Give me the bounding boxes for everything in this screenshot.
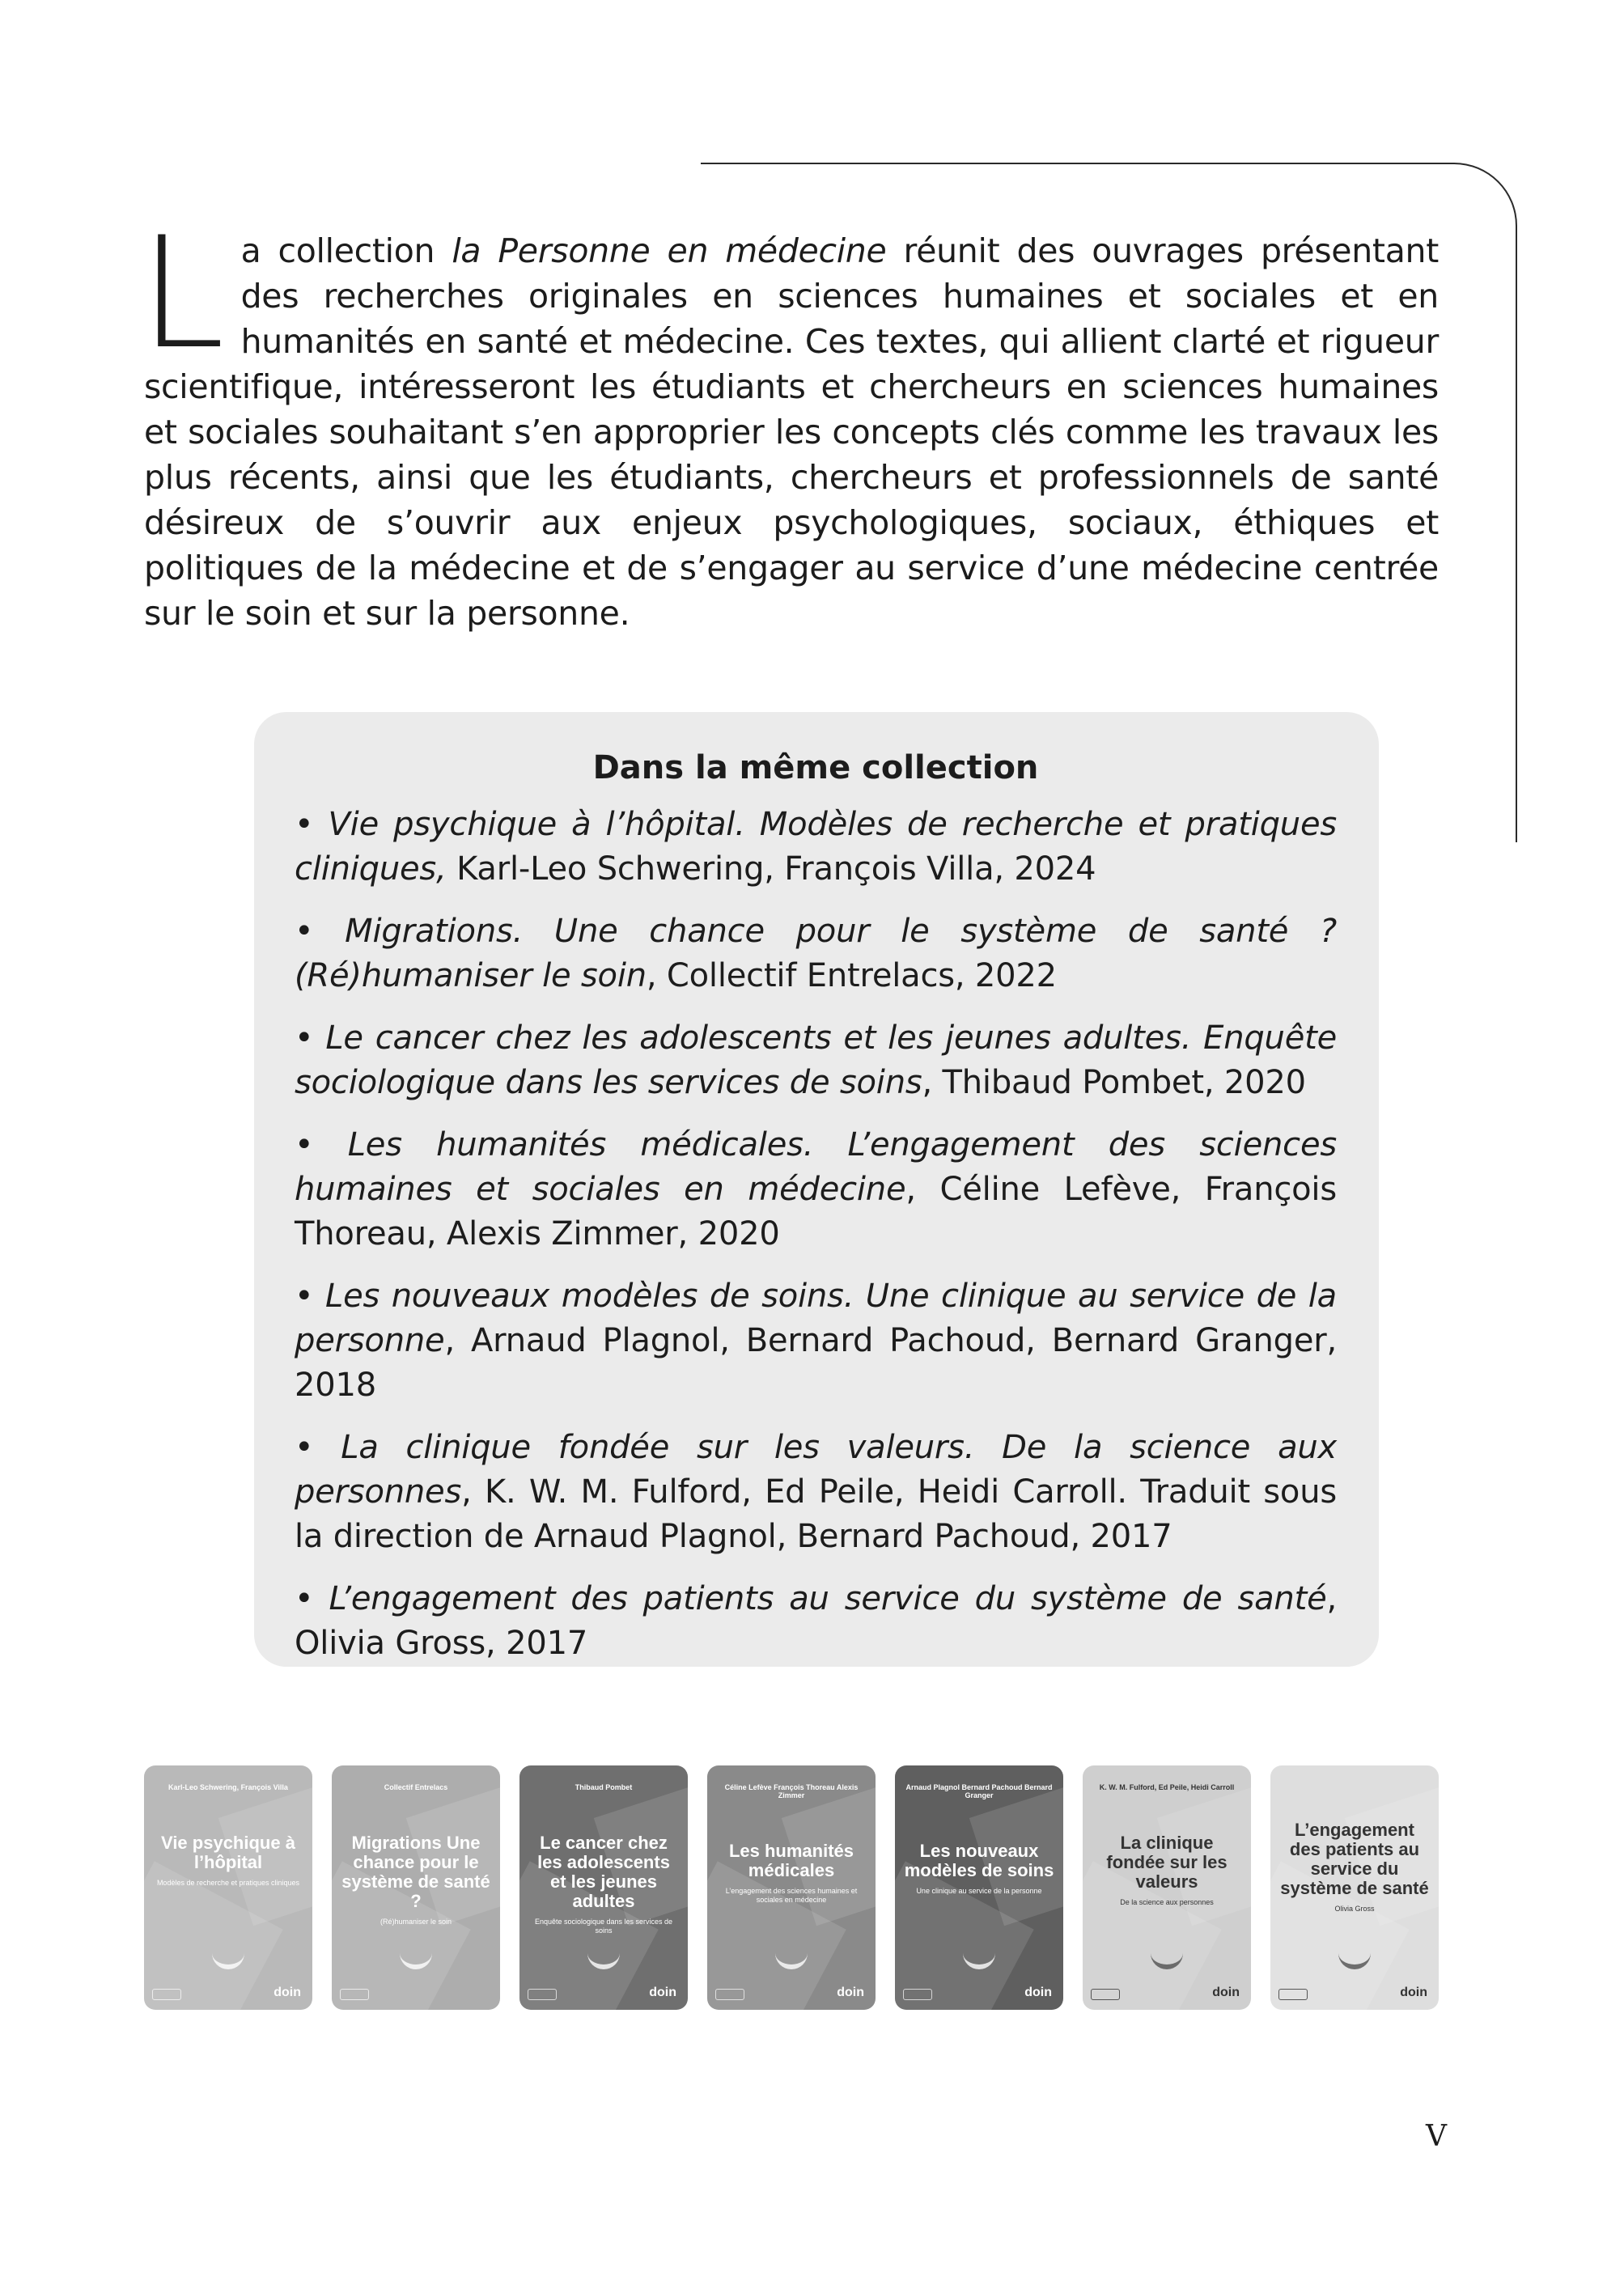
entry-details: , Arnaud Plagnol, Bernard Pachoud, Bernard Granger, 2018 <box>295 1322 1337 1404</box>
cover-subtitle: Modèles de recherche et pratiques cliniques <box>156 1879 300 1887</box>
cover-subtitle: (Ré)humaniser le soin <box>379 1918 452 1926</box>
book-cover <box>144 1765 312 2010</box>
cover-title: Vie psychique à l’hôpital <box>161 1833 295 1872</box>
cover-subtitle: De la science aux personnes <box>1120 1898 1214 1906</box>
book-cover <box>707 1765 876 2010</box>
book-cover <box>519 1765 688 2010</box>
collection-list <box>295 803 1337 1666</box>
collection-title: la Personne en médecine <box>452 231 887 270</box>
intro-paragraph <box>139 204 1439 636</box>
book-cover <box>1270 1765 1439 2010</box>
dropcap: L <box>139 204 225 383</box>
cover-title: Les nouveaux modèles de soins <box>904 1841 1054 1880</box>
book-cover <box>1083 1765 1251 2010</box>
entry-title: Vie psychique à l’hôpital. Modèles de recherche et pratiques cliniques, <box>295 806 1337 888</box>
list-item <box>295 1426 1337 1559</box>
entry-details: , Olivia Gross, 2017 <box>295 1580 1337 1662</box>
cover-subtitle: L’engagement des sciences humaines et sociales en médecine <box>725 1887 858 1904</box>
bullet: • <box>295 1126 314 1163</box>
cover-title: Les humanités médicales <box>728 1841 854 1880</box>
cover-publisher: doin <box>837 1986 864 1999</box>
list-item <box>295 1274 1337 1408</box>
cover-institution-logo-icon <box>152 1989 181 2000</box>
entry-details: , K. W. M. Fulford, Ed Peile, Heidi Carroll. Traduit sous la direction de Arnaud Plagnol, Bernard Pachoud, 2017 <box>295 1473 1337 1555</box>
collection-box-title: Dans la même collection <box>592 749 1039 786</box>
cover-institution-logo-icon <box>340 1989 369 2000</box>
cover-publisher: doin <box>1024 1986 1052 1999</box>
cover-institution-logo-icon <box>1278 1989 1308 2000</box>
cover-author: Karl-Leo Schwering, François Villa <box>168 1783 288 1791</box>
entry-title: Migrations. Une chance pour le système de santé ? (Ré)humaniser le soin <box>295 913 1338 994</box>
cover-author: Céline Lefève François Thoreau Alexis Zimmer <box>724 1783 859 1799</box>
page-number: V <box>1426 2120 1447 2153</box>
book-cover <box>895 1765 1063 2010</box>
cover-author: Collectif Entrelacs <box>384 1783 448 1791</box>
entry-title: Les humanités médicales. L’engagement des sciences humaines et sociales en médecine <box>295 1126 1338 1208</box>
cover-publisher: doin <box>1400 1986 1427 1999</box>
bullet: • <box>295 1429 314 1466</box>
intro-text-rest: réunit des ouvrages présentant des recherches originales en sciences humaines et sociales et en humanités en santé et médecine. Ces textes, qui allient clarté et rigueur scientifique, intéresseront les étudiants et chercheurs en sciences humaines et sociales souhaitant s’en approprier les concepts clés comme les travaux les plus récents, ainsi que les étudiants, chercheurs et professionnels de santé désireux de s’ouvrir aux enjeux psychologiques, sociaux, éthiques et politiques de la médecine et de s’engager au service d’une médecine centrée sur le soin et sur la personne. <box>144 231 1439 633</box>
list-item <box>295 909 1337 998</box>
list-item <box>295 803 1337 892</box>
entry-title: La clinique fondée sur les valeurs. De la science aux personnes <box>295 1429 1338 1511</box>
cover-title: Migrations Une chance pour le système de santé ? <box>341 1833 490 1911</box>
entry-title: Les nouveaux modèles de soins. Une clinique au service de la personne <box>295 1278 1337 1359</box>
cover-institution-logo-icon <box>528 1989 557 2000</box>
bullet: • <box>295 1278 314 1315</box>
list-item <box>295 1016 1337 1105</box>
intro-text-start: a collection <box>240 231 452 270</box>
entry-title: L’engagement des patients au service du système de santé <box>329 1580 1327 1617</box>
cover-title: La clinique fondée sur les valeurs <box>1106 1833 1228 1892</box>
bullet: • <box>295 1019 314 1057</box>
cover-subtitle: Une clinique au service de la personne <box>916 1887 1042 1895</box>
cover-author: Arnaud Plagnol Bernard Pachoud Bernard Granger <box>905 1783 1053 1799</box>
cover-institution-logo-icon <box>715 1989 744 2000</box>
entry-details: , Céline Lefève, François Thoreau, Alexis Zimmer, 2020 <box>295 1171 1337 1252</box>
cover-title: Le cancer chez les adolescents et les jeunes adultes <box>537 1833 670 1911</box>
cover-title: L’engagement des patients au service du système de santé <box>1280 1820 1429 1898</box>
cover-author: K. W. M. Fulford, Ed Peile, Heidi Carroll <box>1099 1783 1235 1791</box>
cover-publisher: doin <box>1212 1986 1240 1999</box>
entry-details: , Collectif Entrelacs, 2022 <box>646 957 1057 994</box>
cover-institution-logo-icon <box>903 1989 932 2000</box>
cover-subtitle: Olivia Gross <box>1334 1905 1375 1913</box>
cover-author: Thibaud Pombet <box>575 1783 633 1791</box>
cover-subtitle: Enquête sociologique dans les services de soins <box>534 1918 673 1935</box>
list-item <box>295 1123 1337 1257</box>
entry-details: , Thibaud Pombet, 2020 <box>922 1064 1306 1101</box>
bullet: • <box>295 1580 314 1617</box>
cover-institution-logo-icon <box>1091 1989 1120 2000</box>
bullet: • <box>295 806 314 843</box>
cover-publisher: doin <box>649 1986 676 1999</box>
bullet: • <box>295 913 314 950</box>
list-item <box>295 1577 1337 1666</box>
entry-details: Karl-Leo Schwering, François Villa, 2024 <box>446 850 1096 888</box>
entry-title: Le cancer chez les adolescents et les jeunes adultes. Enquête sociologique dans les services de soins <box>295 1019 1337 1101</box>
collection-box <box>254 712 1379 1667</box>
covers-row <box>144 1765 1439 2010</box>
book-cover <box>332 1765 500 2010</box>
cover-publisher: doin <box>273 1986 301 1999</box>
